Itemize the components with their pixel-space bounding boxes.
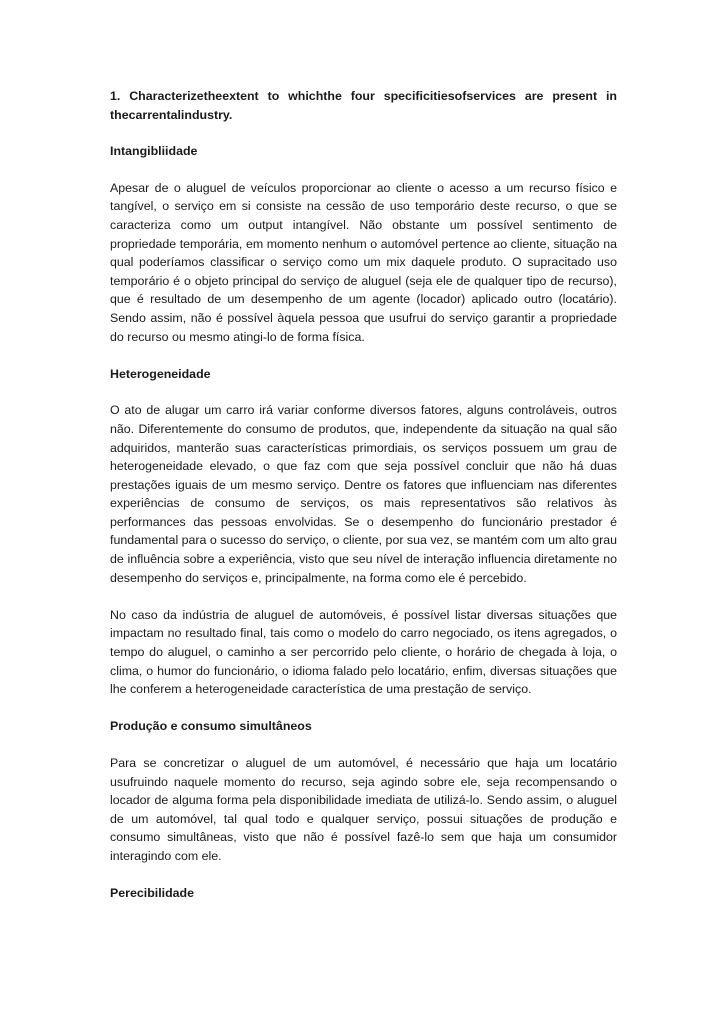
question-heading: 1. Characterizetheextent to whichthe four specificitiesofservices are present in thecarrentalindustry. bbox=[110, 89, 617, 122]
document-page bbox=[110, 87, 617, 921]
section-heterogeneidade bbox=[110, 365, 617, 699]
paragraph: No caso da indústria de aluguel de automóveis, é possível listar diversas situações que impactam no resultado final, tais como o modelo do carro negociado, os itens agregados, o tempo do aluguel, o caminho a ser percorrido pelo cliente, o horário de chegada à loja, o clima, o humor do funcionário, o idioma falado pelo locatário, enfim, diversas situações que lhe conferem a heterogeneidade característica de uma prestação de serviço. bbox=[110, 607, 617, 697]
paragraph: O ato de alugar um carro irá variar conforme diversos fatores, alguns controláveis, outros não. Diferentemente do consumo de produtos, que, independente da situação na qual são adquiridos, manterão suas características primordiais, os serviços possuem um grau de heterogeneidade elevado, o que faz com que seja possível concluir que não há duas prestações iguais de um mesmo serviço. Dentre os fatores que influenciam nas diferentes experiências de consumo de serviços, os mais representativos são relativos às performances das pessoas envolvidas. Se o desempenho do funcionário prestador é fundamental para o sucesso do serviço, o cliente, por sua vez, se mantém com um alto grau de influência sobre a experiência, visto que seu nível de interação influencia diretamente no desempenho do serviços e, principalmente, na forma como ele é percebido. bbox=[110, 403, 617, 585]
section-perecibilidade bbox=[110, 884, 617, 903]
section-producao-consumo bbox=[110, 717, 617, 865]
section-heading: Perecibilidade bbox=[110, 886, 195, 901]
section-heading: Heterogeneidade bbox=[110, 366, 211, 381]
section-heading: Intangibliidade bbox=[110, 144, 198, 159]
section-intangibilidade bbox=[110, 142, 617, 346]
paragraph: Para se concretizar o aluguel de um automóvel, é necessário que haja um locatário usufruindo naquele momento do recurso, seja agindo sobre ele, seja recompensando o locador de alguma forma pela disponibilidade imediata de utilizá-lo. Sendo assim, o aluguel de um automóvel, tal qual todo e qualquer serviço, possui situações de produção e consumo simultâneas, visto que não é possível fazê-lo sem que haja um consumidor interagindo com ele. bbox=[110, 756, 617, 863]
paragraph: Apesar de o aluguel de veículos proporcionar ao cliente o acesso a um recurso físico e tangível, o serviço em si consiste na cessão de uso temporário deste recurso, o que se caracteriza como um output intangível. Não obstante um possível sentimento de propriedade temporária, em momento nenhum o automóvel pertence ao cliente, situação na qual poderíamos classificar o serviço como um mix daquele produto. O supracitado uso temporário é o objeto principal do serviço de aluguel (seja ele de qualquer tipo de recurso), que é resultado de um desempenho de um agente (locador) aplicado outro (locatário). Sendo assim, não é possível àquela pessoa que usufrui do serviço garantir a propriedade do recurso ou mesmo atingi-lo de forma física. bbox=[110, 180, 617, 344]
section-heading: Produção e consumo simultâneos bbox=[110, 719, 312, 734]
